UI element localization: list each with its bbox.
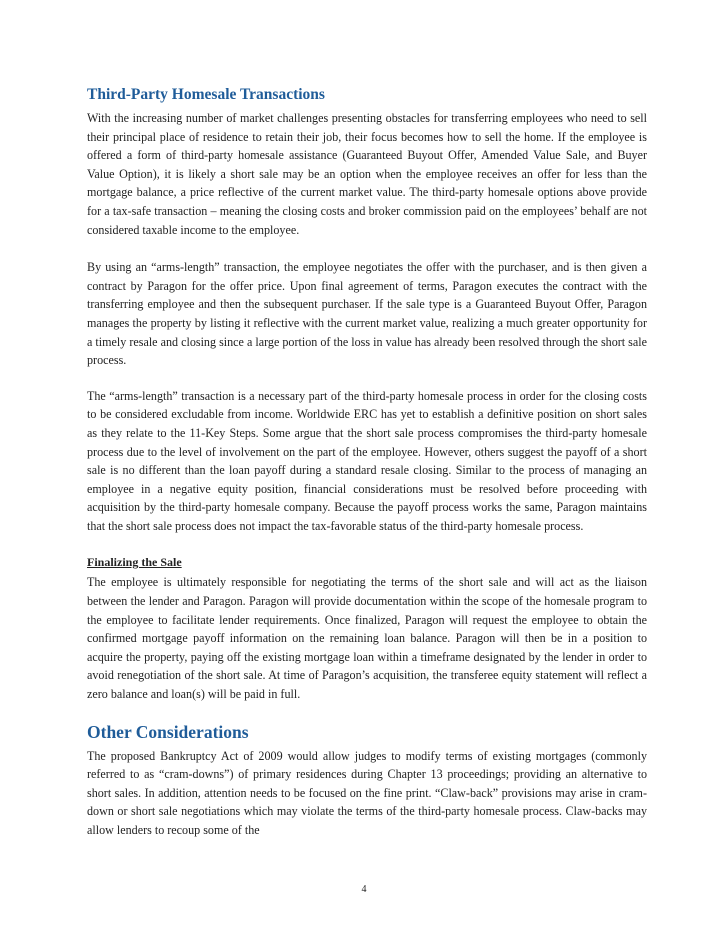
page-content <box>87 84 647 840</box>
body-paragraph: The “arms-length” transaction is a necessary part of the third-party homesale process in order for the closing costs to be considered excludable from income. Worldwide ERC has yet to establish a definitive position on short sales as they relate to the 11-Key Steps. Some argue that the short sale process compromises the third-party homesale process due to the level of involvement on the part of the employee. However, others suggest the payoff of a short sale is no different than the loan payoff during a standard resale closing. Similar to the process of managing an employee in a negative equity position, financial considerations must be resolved before proceeding with acquisition by the third-party homesale company. Because the payoff process works the same, Paragon maintains that the short sale process does not impact the tax-favorable status of the third-party homesale process. <box>87 388 647 533</box>
body-paragraph: By using an “arms-length” transaction, the employee negotiates the offer with the purchaser, and is then given a contract by Paragon for the offer price. Upon final agreement of terms, Paragon executes the contract with the transferring employee and then the subsequent purchaser. If the sale type is a Guaranteed Buyout Offer, Paragon manages the property by listing it reflective with the current market value, realizing a much greater opportunity for a timely resale and closing since a large portion of the loss in value has already been resolved through the short sale process. <box>87 260 647 368</box>
page-number: 4 <box>361 884 367 895</box>
body-paragraph: With the increasing number of market challenges presenting obstacles for transferring employees who need to sell their principal place of residence to retain their job, their focus becomes how to sell the home. If the employee is offered a form of third-party homesale assistance (Guaranteed Buyout Offer, Amended Value Sale, and Buyer Value Option), it is likely a short sale may be an option when the employee receives an offer for less than the mortgage balance, a price reflective of the current market value. The third-party homesale options above provide for a tax-safe transaction – meaning the closing costs and broker commission paid on the employees’ behalf are not considered taxable income to the employee. <box>87 111 647 237</box>
section-title-other-considerations: Other Considerations <box>87 721 249 742</box>
subheading-finalizing-the-sale: Finalizing the Sale <box>87 555 182 570</box>
body-paragraph: The employee is ultimately responsible for negotiating the terms of the short sale and will act as the liaison between the lender and Paragon. Paragon will provide documentation within the scope of the homesale program to the employee to facilitate lender requirements. Once finalized, Paragon will request the employee to obtain the confirmed mortgage payoff information on the remaining loan balance. Paragon will then be in a position to acquire the property, paying off the existing mortgage loan within a timeframe designated by the lender in order to avoid renegotiation of the short sale. At time of Paragon’s acquisition, the transferee equity statement will reflect a zero balance and loan(s) will be paid in full. <box>87 575 647 702</box>
section-title-third-party-homesale: Third-Party Homesale Transactions <box>87 86 325 103</box>
body-paragraph: The proposed Bankruptcy Act of 2009 would allow judges to modify terms of existing mortgages (commonly referred to as “cram-downs”) of primary residences during Chapter 13 proceedings; providing an alternative to short sales. In addition, attention needs to be focused on the fine print. “Claw-back” provisions may arise in cram-down or short sale negotiations which may violate the terms of the third-party homesale process. Claw-backs may allow lenders to recoup some of the <box>87 748 647 837</box>
